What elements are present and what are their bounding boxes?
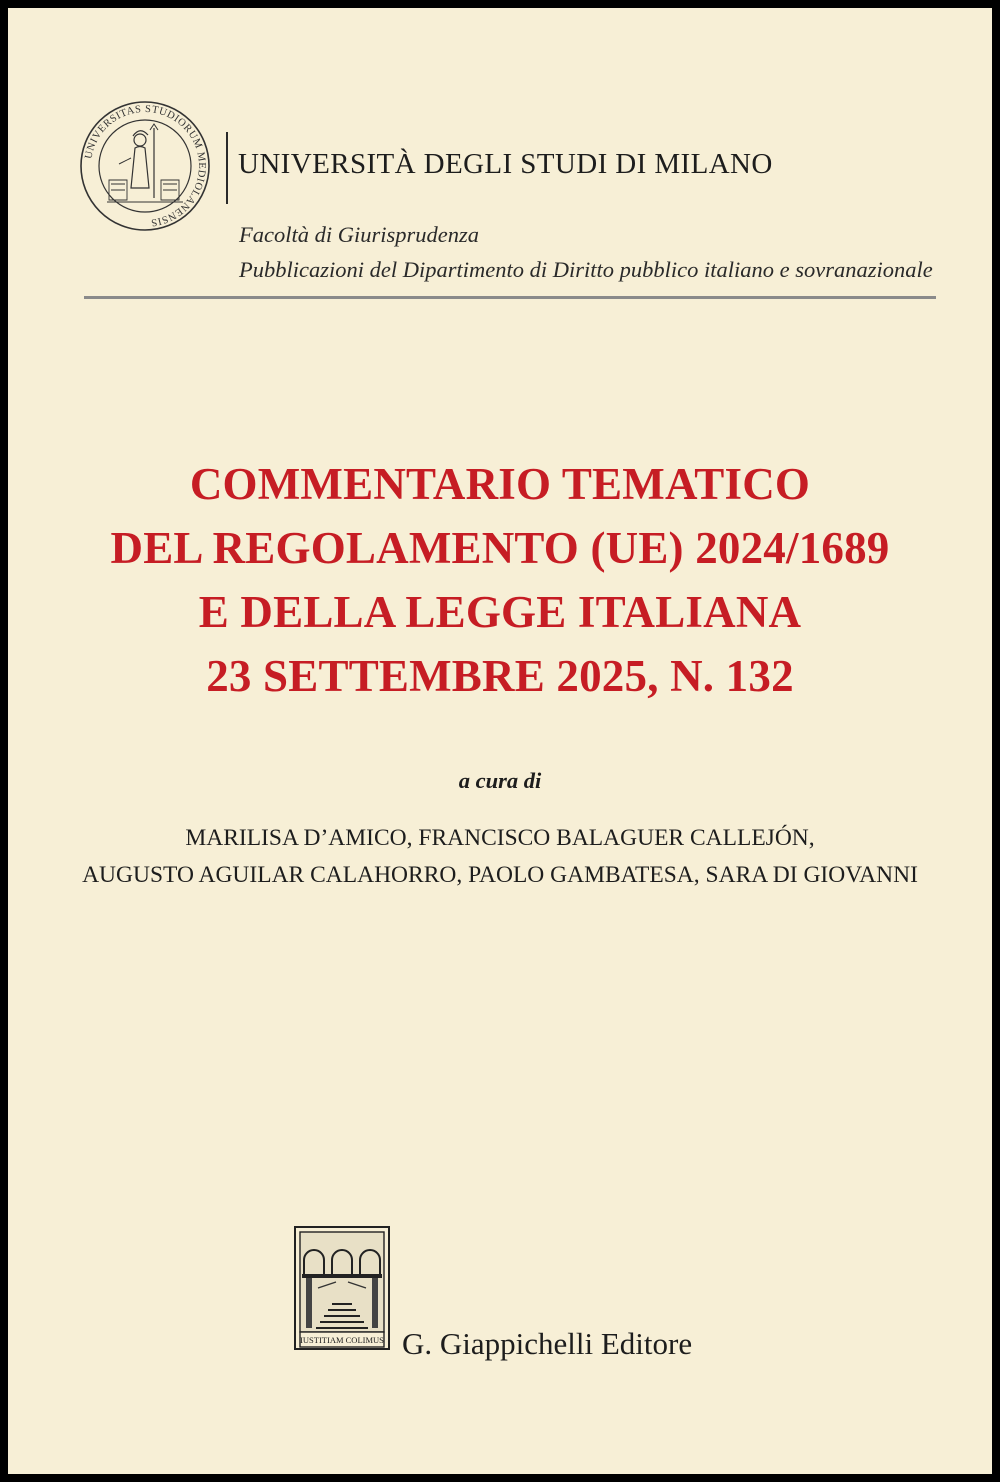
title-line: DEL REGOLAMENTO (UE) 2024/1689 [110, 523, 890, 573]
header-rule [84, 296, 936, 299]
faculty-name: Facoltà di Giurisprudenza [239, 222, 479, 247]
title-line: COMMENTARIO TEMATICO [189, 459, 811, 509]
curator-label: a cura di [458, 768, 542, 793]
svg-text:UNIVERSITAS STUDIORUM MEDIOLAN: UNIVERSITAS STUDIORUM MEDIOLANENSIS [83, 103, 208, 228]
authors-line: AUGUSTO AGUILAR CALAHORRO, PAOLO GAMBATESA, SARA DI GIOVANNI [82, 862, 918, 888]
publisher-name: G. Giappichelli Editore [402, 1326, 693, 1361]
university-name: UNIVERSITÀ DEGLI STUDI DI MILANO [238, 148, 773, 180]
title-line: E DELLA LEGGE ITALIANA [198, 587, 802, 637]
authors-list [8, 820, 992, 894]
header-divider [226, 132, 228, 204]
university-seal-logo [79, 100, 211, 232]
authors-line: MARILISA D’AMICO, FRANCISCO BALAGUER CALLEJÓN, [185, 825, 815, 851]
title-line: 23 SETTEMBRE 2025, N. 132 [206, 651, 794, 701]
publisher-logo [294, 1226, 390, 1350]
publisher-motto: IUSTITIAM COLIMUS [300, 1335, 384, 1345]
department-series: Pubblicazioni del Dipartimento di Diritto pubblico italiano e sovranazionale [239, 257, 933, 282]
book-cover [8, 8, 992, 1474]
book-title [8, 452, 992, 708]
